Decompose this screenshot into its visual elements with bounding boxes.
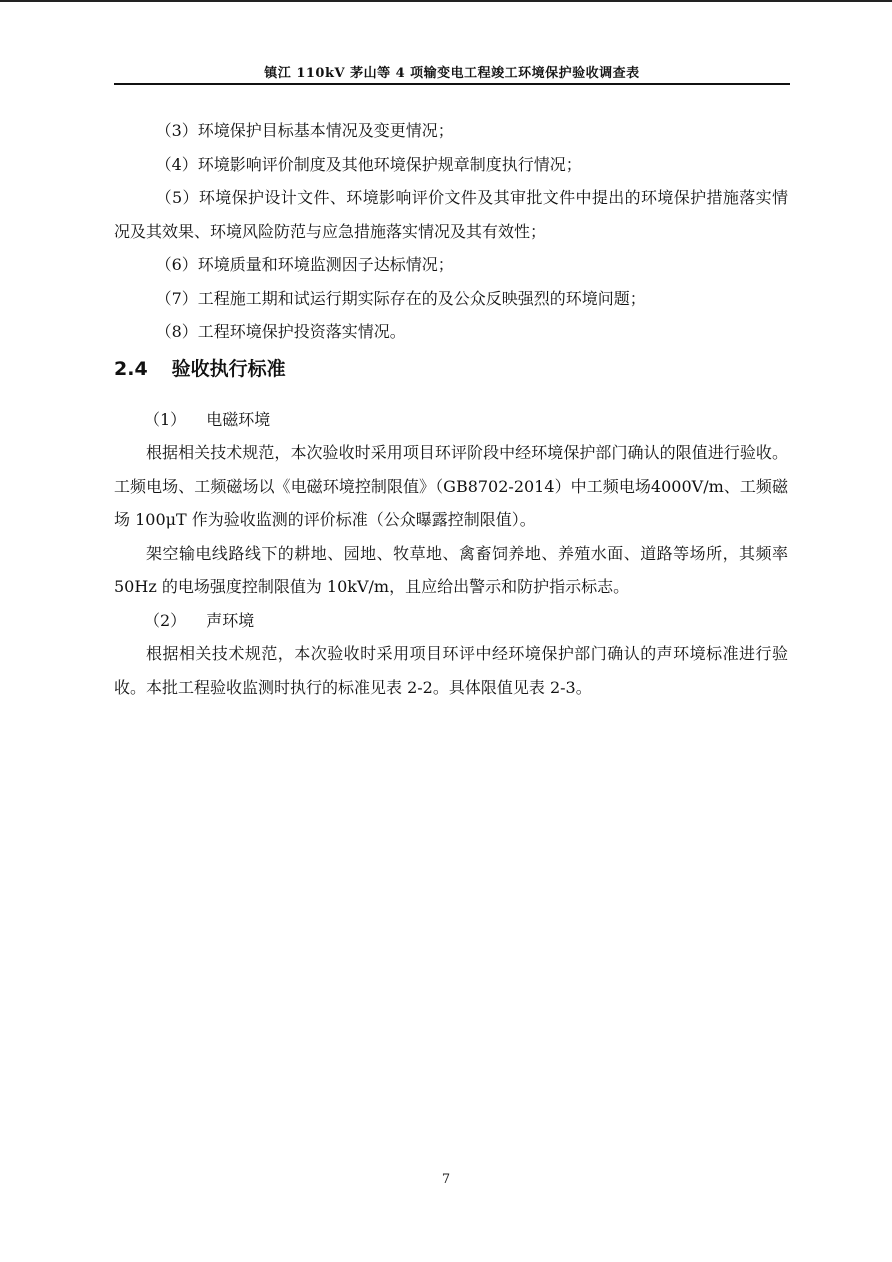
header-rule [114,83,790,85]
paragraph-acoustic-standard: 根据相关技术规范，本次验收时采用项目环评中经环境保护部门确认的声环境标准进行验收。本批工程验收监测时执行的标准见表 2-2。具体限值见表 2-3。 [114,644,788,697]
list-item-6: （6）环境质量和环境监测因子达标情况； [155,255,454,274]
list-item-3: （3）环境保护目标基本情况及变更情况； [155,121,454,140]
subsection-title: 电磁环境 [206,409,271,429]
body-content [114,114,788,704]
section-heading [114,353,788,385]
paragraph-em-limit: 架空输电线路线下的耕地、园地、牧草地、禽畜饲养地、养殖水面、道路等场所，其频率 50Hz 的电场强度控制限值为 10kV/m，且应给出警示和防护指示标志。 [114,543,788,596]
section-title: 验收执行标准 [171,357,286,380]
list-item-5: （5）环境保护设计文件、环境影响评价文件及其审批文件中提出的环境保护措施落实情况及其效果、环境风险防范与应急措施落实情况及其有效性； [114,188,788,241]
paragraph-em-standard: 根据相关技术规范，本次验收时采用项目环评阶段中经环境保护部门确认的限值进行验收。工频电场、工频磁场以《电磁环境控制限值》（GB8702-2014）中工频电场4000V/m、工频磁场 100μT 作为验收监测的评价标准（公众曝露控制限值）。 [114,443,788,529]
list-item-4: （4）环境影响评价制度及其他环境保护规章制度执行情况； [155,154,582,174]
list-item-7: （7）工程施工期和试运行期实际存在的及公众反映强烈的环境问题； [155,288,646,308]
top-border-line [0,0,892,2]
subsection-number: （1） [144,409,187,429]
running-header: 镇江 110kV 茅山等 4 项输变电工程竣工环境保护验收调查表 [264,66,640,81]
list-item-8: （8）工程环境保护投资落实情况。 [155,322,406,341]
section-number: 2.4 [114,357,148,380]
subsection-heading-acoustic [114,604,788,638]
page-number: 7 [441,1172,451,1187]
subsection-heading-electromagnetic [114,403,788,437]
subsection-title: 声环境 [206,610,255,630]
subsection-number: （2） [144,610,187,630]
